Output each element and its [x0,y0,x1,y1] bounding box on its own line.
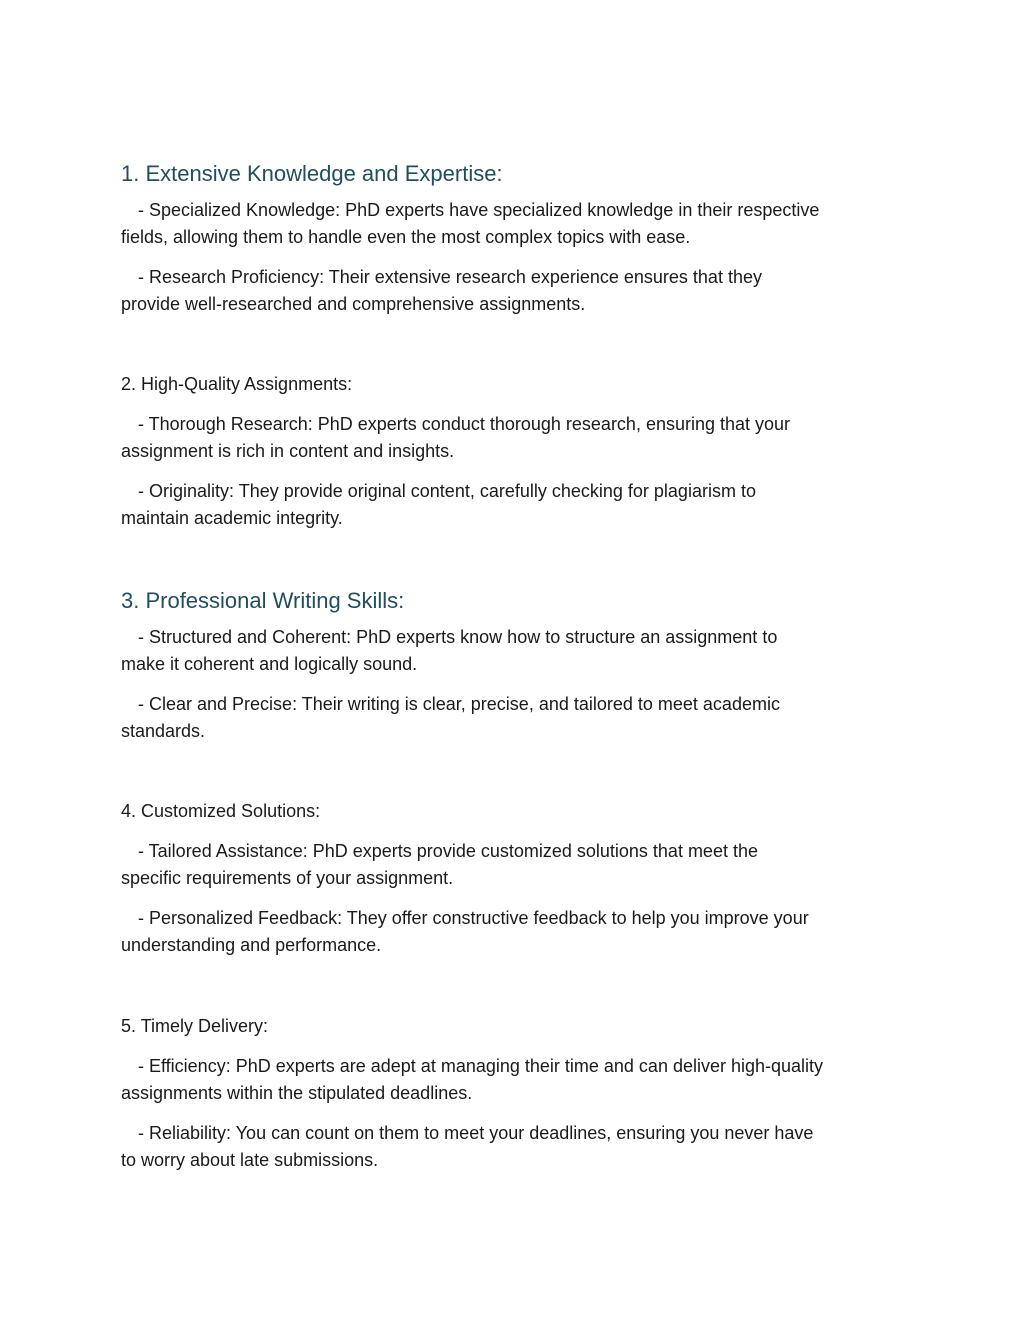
section-3-item-2 [121,691,911,745]
item-line: make it coherent and logically sound. [121,654,418,674]
section-5-item-2 [121,1120,911,1174]
section-heading-5: 5. Timely Delivery: [121,1016,269,1036]
item-line-text: - Tailored Assistance: PhD experts provide customized solutions that meet the [138,841,758,861]
item-line-text: - Efficiency: PhD experts are adept at managing their time and can deliver high-quality [138,1056,824,1076]
section-heading-4: 4. Customized Solutions: [121,801,321,821]
item-line: fields, allowing them to handle even the most complex topics with ease. [121,227,691,247]
item-line: understanding and performance. [121,935,382,955]
section-1-item-2 [121,264,911,318]
item-line [121,838,911,865]
item-line-text: - Clear and Precise: Their writing is clear, precise, and tailored to meet academic [138,694,780,714]
item-line-text: - Reliability: You can count on them to meet your deadlines, ensuring you never have [138,1123,814,1143]
item-line: to worry about late submissions. [121,1150,379,1170]
section-heading-1: 1. Extensive Knowledge and Expertise: [121,161,503,186]
item-line-text: - Structured and Coherent: PhD experts know how to structure an assignment to [138,627,778,647]
item-line-text: - Specialized Knowledge: PhD experts have specialized knowledge in their respective [138,200,820,220]
item-line-text: - Originality: They provide original content, carefully checking for plagiarism to [138,481,756,501]
section-2-item-1 [121,411,911,465]
section-heading-3: 3. Professional Writing Skills: [121,588,405,613]
item-line [121,1120,911,1147]
section-1-item-1 [121,197,911,251]
item-line [121,1053,911,1080]
item-line: standards. [121,721,206,741]
section-heading-2: 2. High-Quality Assignments: [121,374,353,394]
section-4-item-2 [121,905,911,959]
section-4-item-1 [121,838,911,892]
section-3-item-1 [121,624,911,678]
item-line [121,411,911,438]
item-line: assignment is rich in content and insights. [121,441,455,461]
item-line-text: - Research Proficiency: Their extensive research experience ensures that they [138,267,762,287]
item-line [121,691,911,718]
item-line [121,478,911,505]
item-line: maintain academic integrity. [121,508,343,528]
item-line [121,905,911,932]
item-line: specific requirements of your assignment. [121,868,454,888]
item-line-text: - Personalized Feedback: They offer constructive feedback to help you improve your [138,908,809,928]
section-5-item-1 [121,1053,911,1107]
item-line: provide well-researched and comprehensive assignments. [121,294,586,314]
item-line [121,624,911,651]
item-line [121,197,911,224]
item-line: assignments within the stipulated deadlines. [121,1083,473,1103]
item-line-text: - Thorough Research: PhD experts conduct thorough research, ensuring that your [138,414,791,434]
item-line [121,264,911,291]
section-2-item-2 [121,478,911,532]
